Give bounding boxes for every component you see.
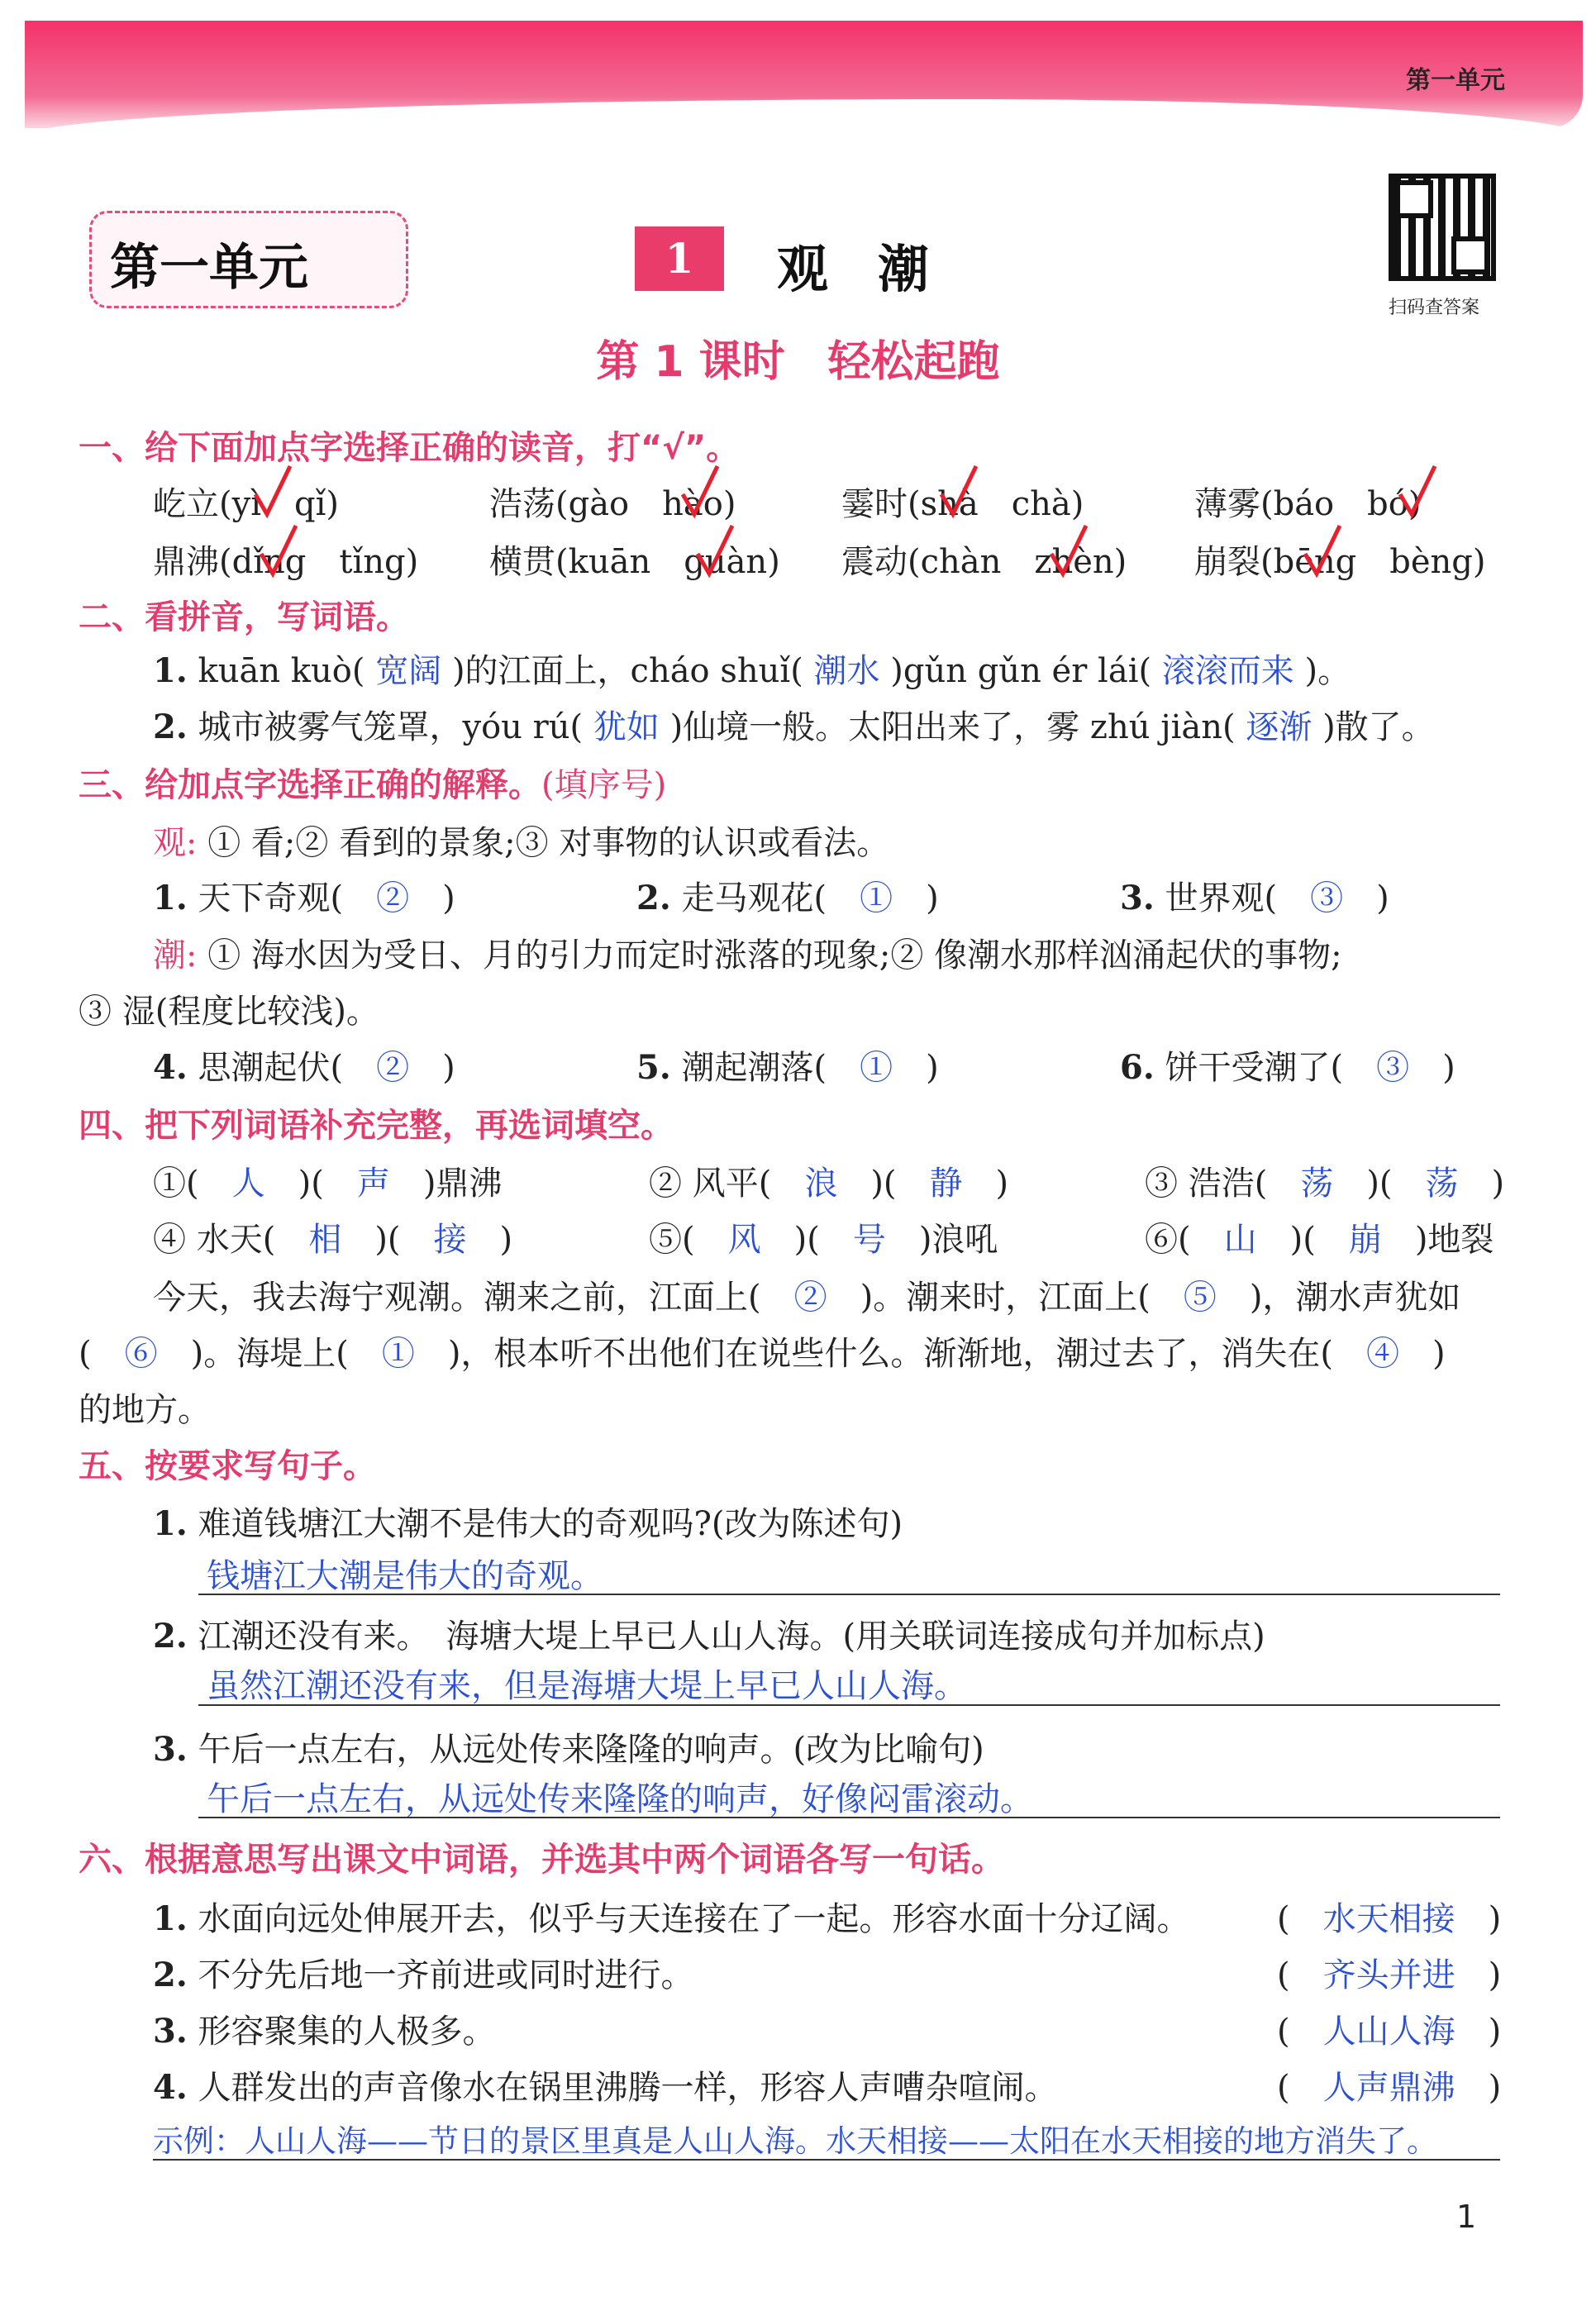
idiom-text: ) bbox=[995, 1165, 1009, 1203]
question-number: 2. bbox=[153, 708, 188, 746]
answer-underline bbox=[198, 1704, 1500, 1706]
example-answer: 示例：人山人海——节日的景区里真是人山人海。水天相接——太阳在水天相接的地方消失了。 bbox=[153, 2123, 1437, 2159]
question-number: 2. bbox=[153, 1617, 188, 1656]
answer-text: 齐头并进 bbox=[1322, 1956, 1455, 1994]
qr-caption: 扫码查答案 bbox=[1389, 298, 1480, 318]
answer-bracket: ( 齐头并进 ) bbox=[1277, 1956, 1502, 1994]
definition-label: 观: bbox=[153, 824, 198, 862]
answer-text: ② bbox=[376, 879, 410, 917]
question-text: ) bbox=[1376, 879, 1389, 917]
answer-text: 接 bbox=[433, 1221, 467, 1259]
answer-text: ⑤ bbox=[1183, 1279, 1217, 1317]
question-text: ) bbox=[926, 1049, 939, 1087]
unit-badge-label: 第一单元 bbox=[110, 239, 308, 297]
answer-text: 钱塘江大潮是伟大的奇观。 bbox=[207, 1557, 603, 1595]
answer-text: ② bbox=[376, 1049, 410, 1087]
question-number: 1. bbox=[153, 1504, 188, 1543]
check-mark-icon bbox=[694, 522, 736, 580]
pinyin-item: 横贯(kuān guàn) bbox=[489, 543, 780, 581]
answer-text: 人山人海 bbox=[1322, 2013, 1455, 2051]
pinyin-item: 霎时(shà chà) bbox=[841, 485, 1084, 523]
answer-text: 水天相接 bbox=[1322, 1900, 1455, 1938]
answer-underline bbox=[198, 1594, 1500, 1595]
answer-text: 相 bbox=[308, 1221, 342, 1259]
passage-line bbox=[153, 1271, 1460, 1318]
question-number: 2. bbox=[636, 879, 671, 917]
question-text: 难道钱塘江大潮不是伟大的奇观吗?(改为陈述句) bbox=[198, 1505, 903, 1543]
idiom-text: ⑥( bbox=[1145, 1221, 1191, 1259]
section-3-title bbox=[79, 759, 666, 806]
answer-text: ④ bbox=[1366, 1335, 1400, 1373]
question-line bbox=[1120, 872, 1389, 919]
question-line bbox=[153, 645, 1351, 692]
definition-text: ① 海水因为受日、月的引力而定时涨落的现象;② 像潮水那样汹涌起伏的事物; bbox=[207, 936, 1342, 974]
idiom-item bbox=[153, 1157, 502, 1204]
answer-text: ③ bbox=[1376, 1049, 1410, 1087]
idiom-item bbox=[649, 1157, 1008, 1204]
section-3-heading: 三、给加点字选择正确的解释。 bbox=[79, 766, 541, 804]
check-mark-icon bbox=[1397, 463, 1438, 521]
idiom-text: )( bbox=[793, 1221, 820, 1259]
idiom-item bbox=[153, 1213, 512, 1260]
passage-text: 的地方。 bbox=[79, 1391, 211, 1429]
answer-text: 犹如 bbox=[593, 708, 660, 746]
question-text: 世界观( bbox=[1165, 879, 1278, 917]
answer-text: 人 bbox=[231, 1165, 265, 1203]
definition-text: ① 看;② 看到的景象;③ 对事物的认识或看法。 bbox=[207, 824, 890, 862]
idiom-text: )鼎沸 bbox=[422, 1165, 503, 1203]
answer-text: 崩 bbox=[1348, 1221, 1382, 1259]
question-text: ) bbox=[442, 1049, 455, 1087]
idiom-text: )( bbox=[1289, 1221, 1316, 1259]
passage-text: )。潮来时，江面上( bbox=[860, 1279, 1151, 1317]
definition-text: ③ 湿(程度比较浅)。 bbox=[79, 993, 379, 1031]
passage-line bbox=[79, 1327, 1446, 1375]
question-number: 3. bbox=[153, 1730, 188, 1769]
question-text: 人群发出的声音像水在锅里沸腾一样，形容人声嘈杂喧闹。 bbox=[198, 2069, 1058, 2107]
answer-bracket: ( 人山人海 ) bbox=[1277, 2013, 1502, 2051]
question-number: 1. bbox=[153, 879, 188, 917]
check-mark-icon bbox=[1048, 522, 1089, 580]
answer-text: ⑥ bbox=[124, 1335, 158, 1373]
idiom-text: )( bbox=[374, 1221, 401, 1259]
section-4-title: 四、把下列词语补充完整，再选词填空。 bbox=[79, 1107, 674, 1145]
section-6-title: 六、根据意思写出课文中词语，并选其中两个词语各写一句话。 bbox=[79, 1841, 1004, 1879]
check-mark-icon bbox=[252, 463, 293, 521]
qr-code-icon[interactable] bbox=[1389, 174, 1496, 281]
idiom-text: ④ 水天( bbox=[153, 1221, 276, 1259]
pinyin-item: 屹立(yì qǐ) bbox=[153, 485, 339, 523]
answer-text: 滚滚而来 bbox=[1161, 652, 1294, 690]
idiom-text: ①( bbox=[153, 1165, 199, 1203]
question-number: 5. bbox=[636, 1048, 671, 1087]
page-subtitle: 第 1 课时 轻松起跑 bbox=[596, 337, 1000, 387]
question-number: 6. bbox=[1120, 1048, 1155, 1087]
answer-text: 静 bbox=[929, 1165, 963, 1203]
question-text: ) bbox=[926, 879, 939, 917]
passage-text: 今天，我去海宁观潮。潮来之前，江面上( bbox=[153, 1279, 761, 1317]
lesson-number: 1 bbox=[635, 226, 724, 291]
idiom-item bbox=[1145, 1213, 1494, 1260]
check-mark-icon bbox=[258, 522, 299, 580]
question-line bbox=[153, 1041, 455, 1089]
answer-text: 风 bbox=[727, 1221, 761, 1259]
passage-text: )，根本听不出他们在说些什么。渐渐地，潮过去了，消失在( bbox=[447, 1335, 1334, 1373]
question-line bbox=[153, 2061, 1057, 2108]
question-number: 4. bbox=[153, 2068, 188, 2107]
idiom-text: )地裂 bbox=[1414, 1221, 1494, 1259]
answer-text: 荡 bbox=[1300, 1165, 1334, 1203]
answer-text: 逐渐 bbox=[1246, 708, 1313, 746]
question-line bbox=[1120, 1041, 1455, 1089]
check-mark-icon bbox=[679, 463, 721, 521]
answer-underline bbox=[198, 1817, 1500, 1818]
check-mark-icon bbox=[1302, 522, 1343, 580]
idiom-text: ) bbox=[1491, 1165, 1505, 1203]
question-number: 1. bbox=[153, 651, 188, 690]
answer-text: 宽阔 bbox=[375, 652, 442, 690]
question-text: 水面向远处伸展开去，似乎与天连接在了一起。形容水面十分辽阔。 bbox=[198, 1900, 1190, 1938]
question-text: 午后一点左右，从远处传来隆隆的响声。(改为比喻句) bbox=[198, 1731, 984, 1769]
question-text: )。 bbox=[1304, 652, 1351, 690]
answer-text: 号 bbox=[852, 1221, 886, 1259]
answer-text: 虽然江潮还没有来，但是海塘大堤上早已人山人海。 bbox=[207, 1667, 967, 1705]
definition-line bbox=[153, 929, 1342, 976]
unit-badge bbox=[89, 211, 408, 308]
pinyin-item: 崩裂(bēng bèng) bbox=[1194, 543, 1486, 581]
answer-underline bbox=[153, 2159, 1500, 2161]
answer-text: ② bbox=[793, 1279, 827, 1317]
question-text: 城市被雾气笼罩，yóu rú( bbox=[198, 708, 584, 746]
question-text: kuān kuò( bbox=[198, 652, 365, 690]
question-text: )仙境一般。太阳出来了，雾 zhú jiàn( bbox=[669, 708, 1236, 746]
answer-text: ① bbox=[860, 1049, 893, 1087]
question-text: 不分先后地一齐前进或同时进行。 bbox=[198, 1956, 694, 1994]
question-text: ) bbox=[442, 879, 455, 917]
answer-text: 潮水 bbox=[813, 652, 880, 690]
answer-text: 人声鼎沸 bbox=[1322, 2069, 1455, 2107]
question-text: 天下奇观( bbox=[198, 879, 344, 917]
page-number: 1 bbox=[1456, 2199, 1477, 2235]
question-number: 1. bbox=[153, 1899, 188, 1938]
check-mark-icon bbox=[938, 463, 979, 521]
answer-bracket: ( 人声鼎沸 ) bbox=[1277, 2069, 1502, 2107]
question-line bbox=[153, 1949, 693, 1996]
question-line bbox=[153, 1498, 903, 1545]
answer-text: 山 bbox=[1223, 1221, 1257, 1259]
idiom-text: )浪吼 bbox=[918, 1221, 998, 1259]
pinyin-item: 震动(chàn zhèn) bbox=[841, 543, 1127, 581]
idiom-item bbox=[649, 1213, 998, 1260]
question-text: 思潮起伏( bbox=[198, 1049, 344, 1087]
question-line bbox=[153, 2005, 495, 2052]
question-line bbox=[153, 1610, 1265, 1657]
idiom-text: )( bbox=[870, 1165, 897, 1203]
pinyin-item: 薄雾(báo bó) bbox=[1194, 485, 1422, 523]
idiom-text: ② 风平( bbox=[649, 1165, 772, 1203]
idiom-text: )( bbox=[298, 1165, 324, 1203]
idiom-text: ⑤( bbox=[649, 1221, 695, 1259]
header-unit-tag: 第一单元 bbox=[1406, 66, 1505, 95]
pinyin-item: 鼎沸(dǐng tǐng) bbox=[153, 543, 419, 581]
question-text: 江潮还没有来。 海塘大堤上早已人山人海。(用关联词连接成句并加标点) bbox=[198, 1618, 1265, 1656]
question-text: )散了。 bbox=[1322, 708, 1435, 746]
question-number: 3. bbox=[1120, 879, 1155, 917]
definition-line bbox=[153, 817, 889, 864]
question-text: 形容聚集的人极多。 bbox=[198, 2013, 496, 2051]
idiom-text: ③ 浩浩( bbox=[1145, 1165, 1268, 1203]
passage-text: )。海堤上( bbox=[190, 1335, 349, 1373]
question-line bbox=[153, 1723, 984, 1770]
lesson-title: 观潮 bbox=[777, 239, 979, 299]
section-1-title: 一、给下面加点字选择正确的读音，打“√”。 bbox=[79, 429, 740, 467]
pinyin-item: 浩荡(gào hào) bbox=[489, 485, 736, 523]
section-2-title: 二、看拼音，写词语。 bbox=[79, 598, 409, 636]
section-5-title: 五、按要求写句子。 bbox=[79, 1447, 376, 1485]
question-number: 2. bbox=[153, 1956, 188, 1994]
question-line bbox=[153, 1893, 1189, 1940]
idiom-item bbox=[1145, 1157, 1504, 1204]
question-line bbox=[153, 872, 455, 919]
question-line bbox=[636, 1041, 939, 1089]
question-text: 饼干受潮了( bbox=[1165, 1049, 1344, 1087]
answer-text: 荡 bbox=[1425, 1165, 1459, 1203]
answer-text: 浪 bbox=[804, 1165, 838, 1203]
answer-text: ① bbox=[381, 1335, 415, 1373]
answer-text: 声 bbox=[356, 1165, 390, 1203]
passage-text: )，潮水声犹如 bbox=[1249, 1279, 1461, 1317]
question-text: )的江面上，cháo shuǐ( bbox=[451, 652, 803, 690]
passage-text: ( bbox=[79, 1335, 92, 1373]
section-3-hint: (填序号) bbox=[541, 766, 667, 804]
question-text: ) bbox=[1442, 1049, 1455, 1087]
question-text: )gǔn gǔn ér lái( bbox=[890, 652, 1152, 690]
answer-text: 午后一点左右，从远处传来隆隆的响声，好像闷雷滚动。 bbox=[207, 1780, 1033, 1818]
idiom-text: )( bbox=[1366, 1165, 1393, 1203]
question-line bbox=[153, 701, 1435, 748]
answer-text: ① bbox=[860, 879, 893, 917]
question-text: 走马观花( bbox=[681, 879, 827, 917]
answer-bracket: ( 水天相接 ) bbox=[1277, 1900, 1502, 1938]
question-text: 潮起潮落( bbox=[681, 1049, 827, 1087]
question-number: 4. bbox=[153, 1048, 188, 1087]
idiom-text: ) bbox=[499, 1221, 513, 1259]
answer-text: ③ bbox=[1310, 879, 1344, 917]
passage-text: ) bbox=[1432, 1335, 1446, 1373]
question-number: 3. bbox=[153, 2012, 188, 2051]
definition-label: 潮: bbox=[153, 936, 198, 974]
question-line bbox=[636, 872, 939, 919]
